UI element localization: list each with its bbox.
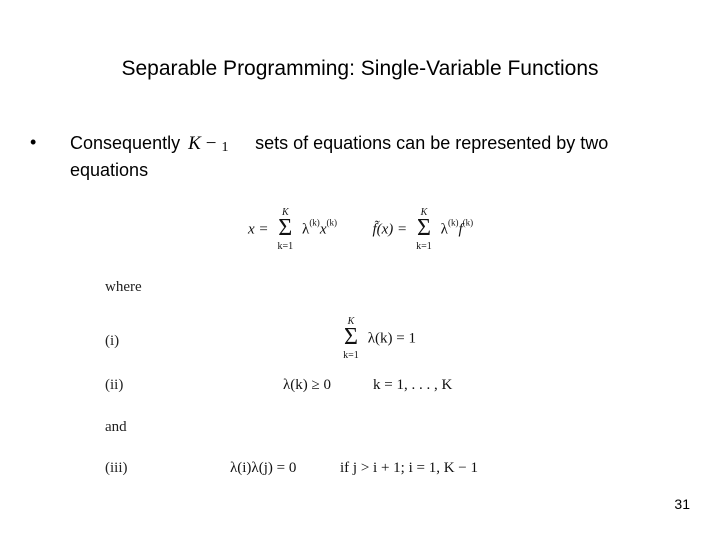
eq1-sum-bottom: k=1 bbox=[277, 241, 294, 252]
eq1-var: x bbox=[319, 221, 327, 238]
eq1-term: λ bbox=[302, 221, 310, 238]
eq1-sum-top: K bbox=[281, 207, 289, 218]
where-label: where bbox=[105, 279, 142, 295]
bullet-marker: • bbox=[30, 132, 37, 152]
condition-iii-left: λ(i)λ(j) = 0 bbox=[230, 460, 297, 476]
bullet-text bbox=[70, 132, 690, 181]
condition-ii-right: k = 1, . . . , K bbox=[373, 377, 453, 393]
cond-i-text: λ(k) = 1 bbox=[367, 330, 416, 347]
inline-math-op: − bbox=[205, 133, 217, 154]
sigma-symbol: Σ bbox=[278, 215, 293, 241]
eq1-lhs: x = bbox=[248, 221, 269, 238]
eq2-lhs: f̃(x) = bbox=[372, 221, 408, 238]
condition-i-label: (i) bbox=[105, 333, 120, 349]
bullet-text-after: sets of equations can be represented by two equations bbox=[70, 133, 609, 180]
eq2-sum-top: K bbox=[420, 207, 428, 218]
cond-i-sum-top: K bbox=[347, 316, 355, 327]
condition-ii-label: (ii) bbox=[105, 377, 124, 393]
equation-row bbox=[248, 207, 473, 253]
eq1-term-sup: (k) bbox=[309, 217, 320, 228]
eq2-var: f bbox=[458, 221, 463, 238]
eq2-sum-bottom: k=1 bbox=[416, 241, 432, 252]
eq2-var-sup: (k) bbox=[462, 217, 474, 228]
eq2-term-sup: (k) bbox=[447, 217, 459, 228]
condition-iii-right: if j > i + 1; i = 1, K − 1 bbox=[340, 460, 479, 476]
slide-title: Separable Programming: Single-Variable Functions bbox=[121, 57, 599, 80]
inline-math-var: K bbox=[188, 133, 201, 154]
condition-iii-label: (iii) bbox=[105, 460, 128, 476]
eq1-var-sup: (k) bbox=[326, 217, 337, 228]
eq1-sum bbox=[272, 207, 298, 253]
eq2-sum bbox=[411, 207, 437, 253]
page-number: 31 bbox=[674, 496, 690, 512]
and-label: and bbox=[105, 419, 127, 435]
bullet-text-before: Consequently bbox=[70, 133, 181, 153]
cond-i-sum bbox=[338, 316, 364, 362]
eq2-term: λ bbox=[440, 221, 448, 238]
sigma-symbol: Σ bbox=[416, 215, 431, 241]
sigma-symbol: Σ bbox=[344, 324, 358, 350]
cond-i-sum-bottom: k=1 bbox=[343, 350, 359, 361]
inline-math-num: 1 bbox=[221, 140, 229, 155]
condition-i-expr bbox=[338, 316, 416, 362]
condition-ii-left: λ(k) ≥ 0 bbox=[283, 377, 331, 393]
inline-math-k-minus-1 bbox=[188, 133, 250, 159]
